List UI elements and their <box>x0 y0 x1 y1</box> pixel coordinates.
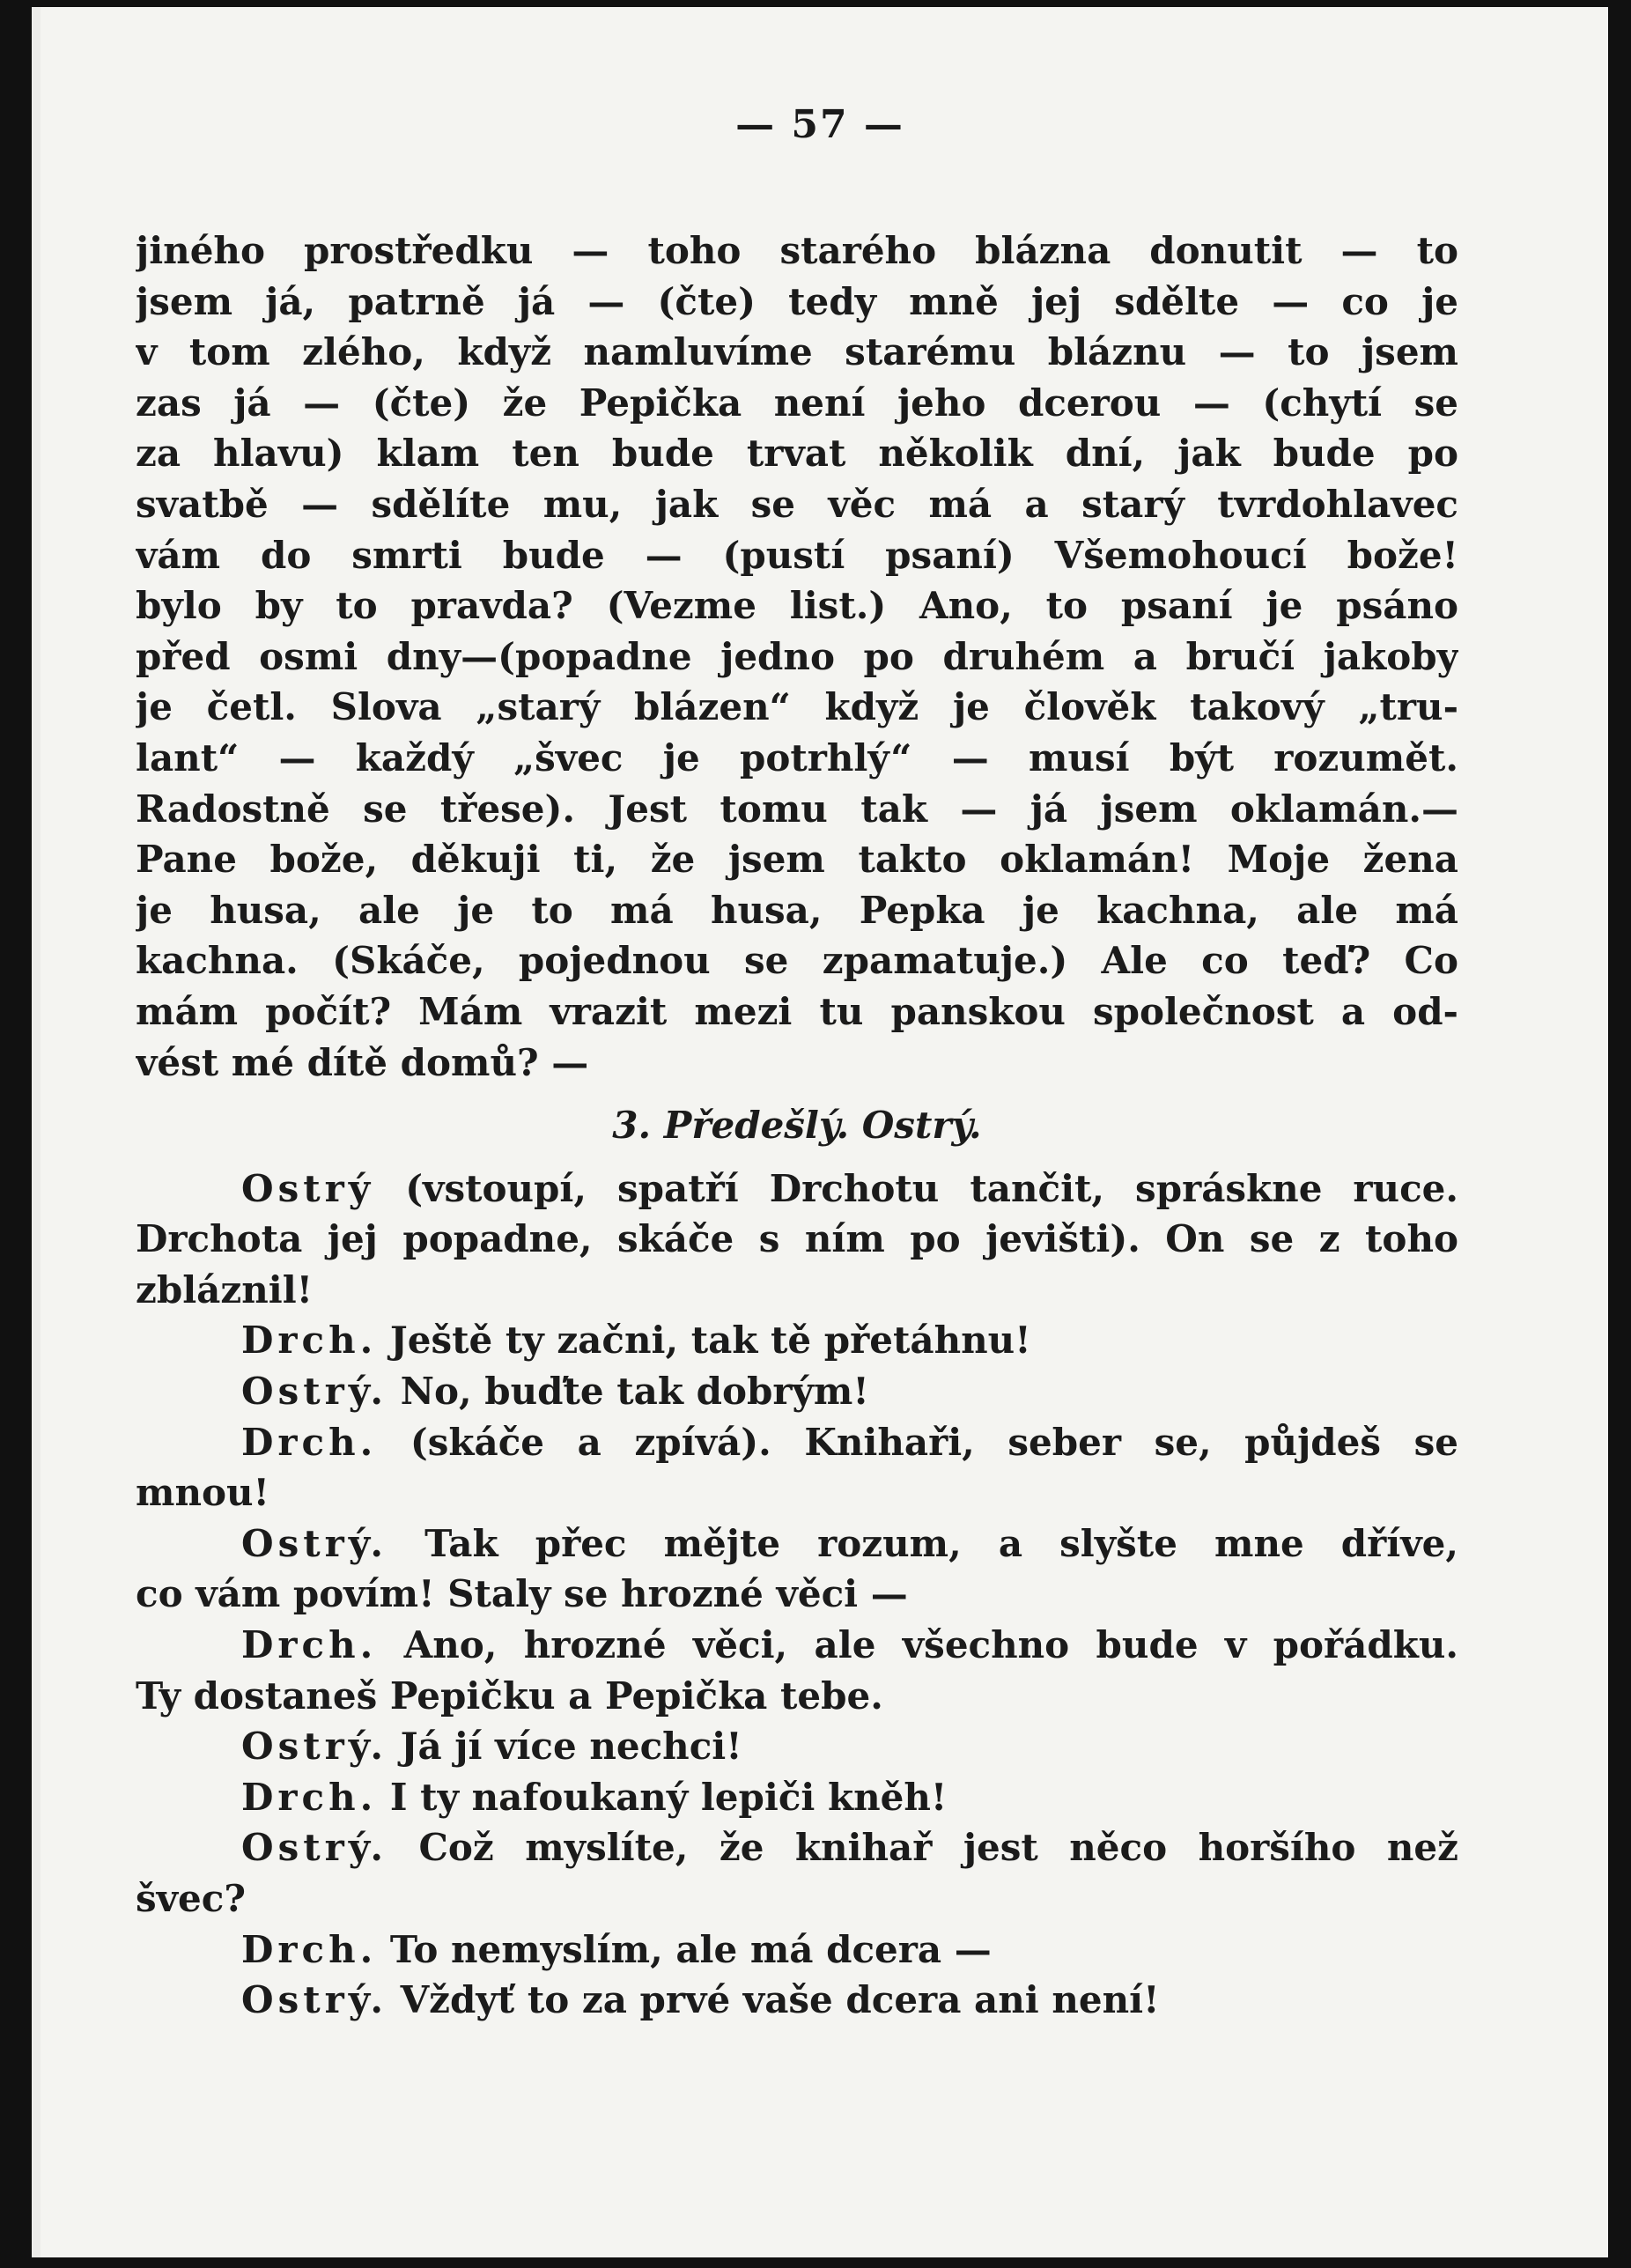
text-line: za hlavu) klam ten bude trvat několik dní, jak bude po <box>136 432 1458 476</box>
text-line: je četl. Slova „starý blázen“ když je člověk takový „tru- <box>136 685 1458 729</box>
speech: Tak přec mějte rozum, a slyšte mne dříve, <box>424 1521 1458 1565</box>
text-line: Pane bože, děkuji ti, že jsem takto oklamán! Moje žena <box>136 838 1458 882</box>
dialogue-line: co vám povím! Staly se hrozné věci — <box>136 1572 908 1616</box>
speech: Vždyť to za prvé vaše dcera ani není! <box>400 1978 1160 2022</box>
page-edge <box>32 7 41 2257</box>
speaker-name: Drch. <box>241 1420 378 1464</box>
text-line: kachna. (Skáče, pojednou se zpamatuje.) Ale co teď? Co <box>136 939 1458 983</box>
dialogue-line <box>136 1164 1458 1215</box>
dialogue-line: Drchota jej popadne, skáče s ním po jevišti). On se z toho <box>136 1217 1458 1261</box>
dialogue-line <box>136 1924 1458 1976</box>
speech: I ty nafoukaný lepiči kněh! <box>389 1775 948 1819</box>
text-line: mám počít? Mám vrazit mezi tu panskou společnost a od- <box>136 989 1458 1033</box>
text-line: zas já — (čte) že Pepička není jeho dcerou — (chytí se <box>136 380 1458 425</box>
dialogue-line <box>136 1417 1458 1468</box>
text-line: jiného prostředku — toho starého blázna donutit — to <box>136 229 1458 272</box>
dialogue-line <box>136 1518 1458 1570</box>
dialogue <box>136 1164 1458 2026</box>
dialogue-line <box>136 1772 1458 1823</box>
scene-heading: 3. Předešlý. Ostrý. <box>612 1104 982 1148</box>
speech: Ještě ty začni, tak tě přetáhnu! <box>389 1319 1031 1363</box>
text-line: svatbě — sdělíte mu, jak se věc má a starý tvrdohlavec <box>136 482 1458 526</box>
dialogue-line <box>136 1315 1458 1366</box>
speaker-name: Ostrý. <box>241 1725 387 1769</box>
speech: (vstoupí, spatří Drchotu tančit, spráskne ruce. <box>405 1166 1458 1210</box>
speech: Což myslíte, že knihař jest něco horšího než <box>418 1826 1458 1870</box>
speech: (skáče a zpívá). Knihaři, seber se, půjdeš se <box>410 1420 1458 1464</box>
text-line: vám do smrti bude — (pustí psaní) Všemohoucí bože! <box>136 533 1458 577</box>
speech: No, buďte tak dobrým! <box>400 1370 869 1414</box>
speech: To nemyslím, ale má dcera — <box>389 1927 992 1971</box>
text-line: před osmi dny—(popadne jedno po druhém a bručí jakoby <box>136 634 1458 678</box>
speech: Já jí více nechci! <box>400 1725 742 1769</box>
paragraph-1 <box>136 225 1458 1088</box>
speaker-name: Drch. <box>241 1927 378 1971</box>
speaker-name: Ostrý. <box>241 1370 387 1414</box>
text-line: bylo by to pravda? (Vezme list.) Ano, to psaní je psáno <box>136 584 1458 628</box>
text-line: lant“ — každý „švec je potrhlý“ — musí být rozumět. <box>136 735 1458 779</box>
text-line: jsem já, patrně já — (čte) tedy mně jej sdělte — co je <box>136 279 1458 323</box>
dialogue-line: zbláznil! <box>136 1267 314 1311</box>
dialogue-line: mnou! <box>136 1471 269 1515</box>
text-line: vést mé dítě domů? — <box>136 1040 589 1084</box>
speaker-name: Drch. <box>241 1623 378 1667</box>
dialogue-line: švec? <box>136 1877 246 1920</box>
dialogue-line <box>136 1366 1458 1417</box>
dialogue-line <box>136 1822 1458 1873</box>
dialogue-line <box>136 1620 1458 1671</box>
speaker-name: Drch. <box>241 1775 378 1819</box>
speaker-name: Ostrý. <box>241 1826 387 1870</box>
speaker-name: Ostrý <box>241 1166 375 1210</box>
dialogue-line: Ty dostaneš Pepičku a Pepička tebe. <box>136 1673 883 1718</box>
book-page <box>32 7 1608 2257</box>
page-text <box>136 225 1458 2026</box>
speaker-name: Drch. <box>241 1319 378 1363</box>
speaker-name: Ostrý. <box>241 1978 387 2022</box>
text-line: Radostně se třese). Jest tomu tak — já jsem oklamán.— <box>136 787 1458 831</box>
text-line: v tom zlého, když namluvíme starému bláznu — to jsem <box>136 330 1458 374</box>
text-line: je husa, ale je to má husa, Pepka je kachna, ale má <box>136 888 1458 932</box>
speech: Ano, hrozné věci, ale všechno bude v pořádku. <box>403 1623 1458 1667</box>
dialogue-line <box>136 1721 1458 1772</box>
page-number: — 57 — <box>735 102 904 147</box>
dialogue-line <box>136 1975 1458 2026</box>
speaker-name: Ostrý. <box>241 1521 387 1565</box>
